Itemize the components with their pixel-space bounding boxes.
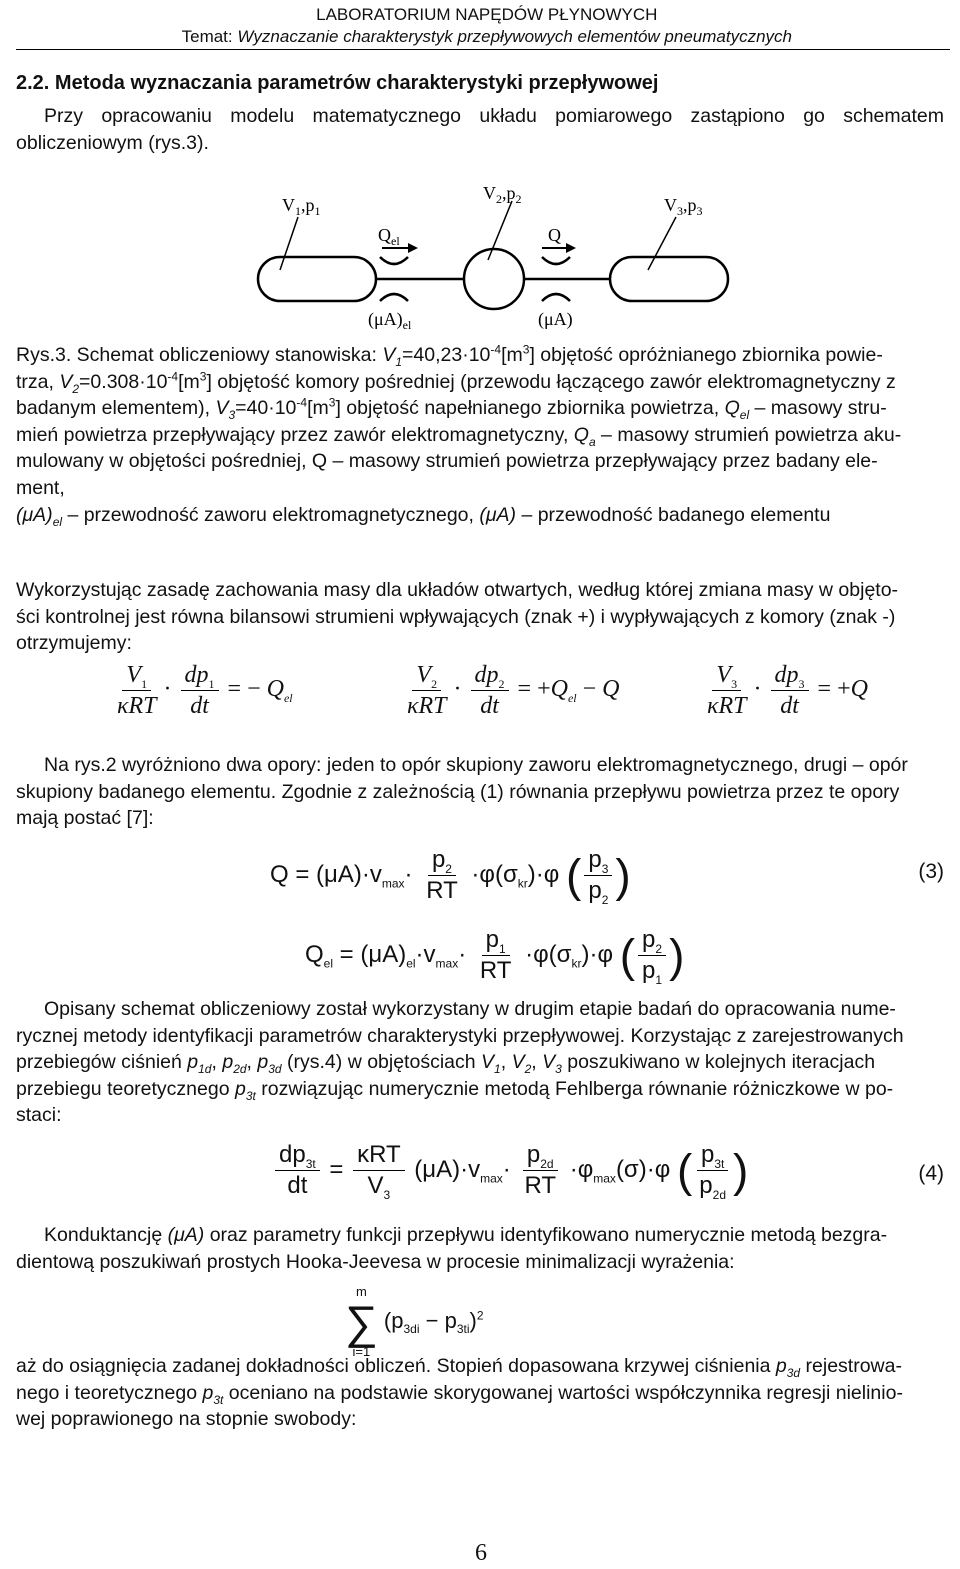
method-paragraph: Opisany schemat obliczeniowy został wykorzystany w drugim etapie badań do opracowania nume- rycznej metody identyfikacji parametrów charakterystyki przepływowej. Korzystając z zarejestrowanych przebiegów ciśnień $p_{1d}$, $p_{2d}$, $p_{3d}$ (rys.4) w objętościach $V_1$, $V_2$, $V_3$ poszukiwano w kolejnych iteracjach przebiegu teoretycznego $p_{3t}$ rozwiązując numerycznie metodą Fehlberga równanie różniczkowe w po- staci: (16, 998, 904, 1127)
label-muael: $(\mu A)_{el}$ (368, 309, 412, 332)
equation-mass-v1: $\frac{V_1}{\text{κRT}}$ · $\frac{dp_1}{dt}$ = − $Q_{el}$ (117, 662, 293, 719)
equation-3-qel: $Q_{el} = (\mu A)_{el}\cdot v_{max}\cdot$ $\frac{p_1}{RT}$ $\cdot\varphi(\sigma_{kr})\cdot\varphi$ ( $\frac{p_2}{p_1}$ ) (305, 926, 685, 987)
label-mua: (μA) (538, 309, 573, 329)
conductance-paragraph: Konduktancję (μA) oraz parametry funkcji przepływu identyfikowano numerycznie metodą bezgra- dientową poszukiwań prostych Hooka-Jeevesa w procesie minimalizacji wyrażenia: (16, 1224, 888, 1273)
valve-el-orifice-top (380, 257, 408, 264)
label-q: Q (548, 225, 561, 245)
label-v1p1: $V_1,p_1$ (282, 195, 321, 218)
element-orifice-bottom (542, 294, 570, 301)
caption-line-4: mień powietrza przepływający przez zawór elektromagnetyczny, $Q_a$ – masowy strumień powietrza aku- (16, 423, 902, 449)
caption-line-6: ment, (16, 476, 65, 499)
tank-v3 (610, 257, 728, 301)
figure-caption (16, 342, 944, 528)
equation-sum-of-squares: m ∑ i=1 $(p_{3di} - p_{3ti})^2$ (345, 1284, 484, 1359)
equation-mass-v2: $\frac{V_2}{\text{κRT}}$ · $\frac{dp_2}{dt}$ = $+Q_{el} - Q$ (407, 662, 620, 719)
equation-3-number: (3) (918, 860, 944, 883)
page-header (182, 4, 792, 48)
label-qel: $Q_{el}$ (378, 225, 400, 248)
intro-paragraph: Przy opracowaniu modelu matematycznego układu pomiarowego zastąpiono go schematem obliczeniowym (rys.3). (16, 105, 944, 154)
caption-line-5: mulowany w objętości pośredniej, Q – masowy strumień powietrza przepływający przez badany ele- (16, 450, 878, 473)
header-rule (16, 49, 950, 50)
header-lab: LABORATORIUM NAPĘDÓW PŁYNOWYCH (316, 5, 658, 24)
caption-line-3: badanym elementem), $V_3=40\cdot 10^{-4}[m^3]$ objętość napełnianego zbiornika powietrza, $Q_{el}$ – masowy stru- (16, 395, 887, 423)
caption-line-1: Rys.3. Schemat obliczeniowy stanowiska: $V_1=40,23\cdot 10^{-4}[m^3]$ objętość opróżnianego zbiornika powie- (16, 342, 883, 369)
caption-line-7: $(\mu A)_{el}$ – przewodność zaworu elektromagnetycznego, (μA) – przewodność badanego elementu (16, 503, 831, 529)
flow-schematic-diagram (0, 175, 960, 335)
resistances-paragraph: Na rys.2 wyróżniono dwa opory: jeden to opór skupiony zaworu elektromagnetycznego, drugi – opór skupiony badanego elementu. Zgodnie z zależnością (1) równania przepływu powietrza przez te opory mają postać [7]: (16, 754, 908, 830)
fit-paragraph: aż do osiągnięcia zadanej dokładności obliczeń. Stopień dopasowana krzywej ciśnienia $p_{3d}$ rejestrowa- nego i teoretycznego $p_{3t}$ oceniano na podstawie skorygowanej wartości współczynnika regresji nielinio- wej poprawionego na stopnie swobody: (16, 1355, 903, 1431)
equation-3-q: $Q = (\mu A)\cdot v_{max}\cdot$ $\frac{p_2}{RT}$ $\cdot\varphi(\sigma_{kr})\cdot\varphi$ ( $\frac{p_3}{p_2}$ ) (270, 846, 631, 907)
mass-balance-paragraph: Wykorzystując zasadę zachowania masy dla układów otwartych, według której zmiana masy w objęto- ści kontrolnej jest równa bilansowi strumieni wpływających (znak +) i wypływających z komory (znak -) otrzymujemy: (16, 579, 899, 655)
header-topic: Temat: Wyznaczanie charakterystyk przepływowych elementów pneumatycznych (181, 27, 792, 46)
equation-4-number: (4) (918, 1162, 944, 1185)
page-number: 6 (475, 1540, 487, 1566)
valve-el-orifice-bottom (380, 294, 408, 301)
section-heading: 2.2. Metoda wyznaczania parametrów charakterystyki przepływowej (16, 72, 659, 94)
equation-mass-v3: $\frac{V_3}{\text{κRT}}$ · $\frac{dp_3}{dt}$ = +Q (707, 662, 868, 719)
label-v2p2: $V_2,p_2$ (483, 183, 522, 206)
chamber-v2 (464, 249, 524, 309)
element-orifice-top (542, 257, 570, 264)
tank-v1 (258, 257, 376, 301)
caption-line-2: trza, $V_2=0.308\cdot 10^{-4}[m^3]$ objętość komory pośredniej (przewodu łączącego zawór elektromagnetyczny z (16, 369, 896, 396)
equation-4: $\frac{dp_{3t}}{dt}$ = $\frac{\text{κRT}}{V_3}$ $(\mu A)\cdot v_{max}\cdot$ $\frac{p_{2d}}{RT}$ $\cdot\varphi_{max}(\sigma)\cdot\varphi$ ( $\frac{p_{3t}}{p_{2d}}$ ) (272, 1140, 748, 1201)
label-v3p3: $V_3,p_3$ (664, 195, 703, 218)
